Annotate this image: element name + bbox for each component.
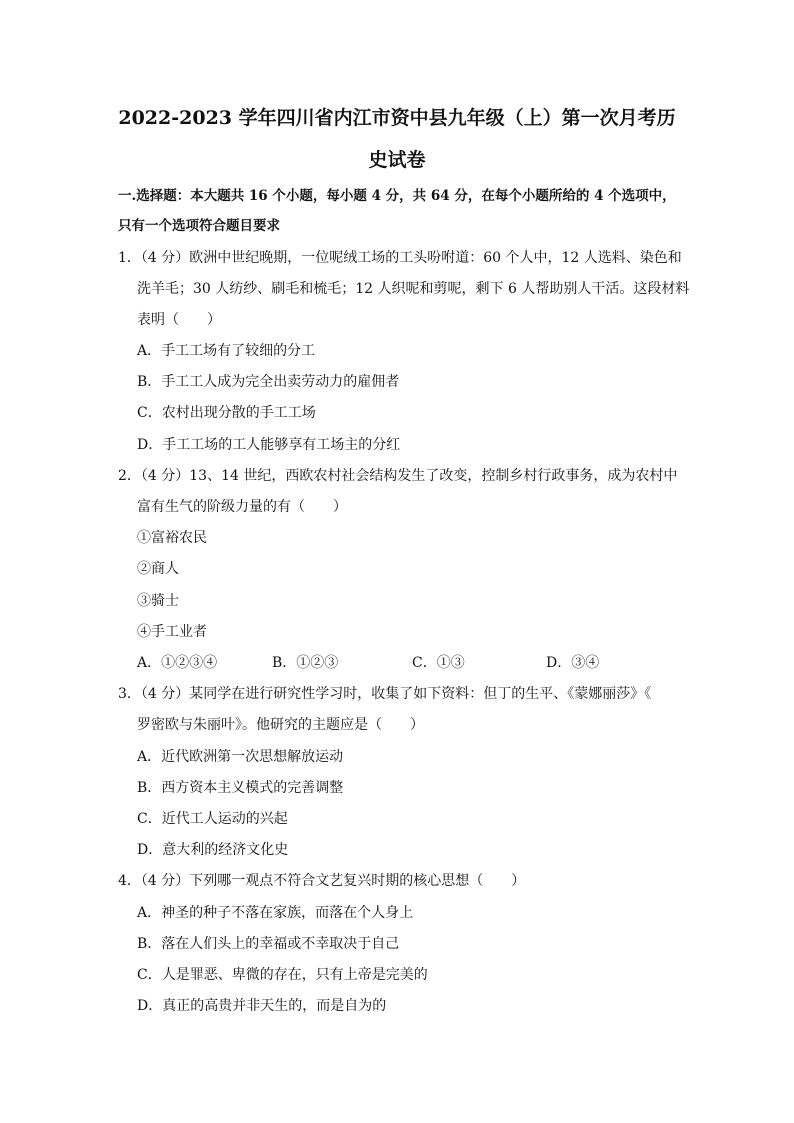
question-4-option-a[interactable]: A．神圣的种子不落在家族，而落在个人身上 bbox=[137, 905, 414, 921]
question-2-option-d[interactable]: D．③④ bbox=[546, 655, 600, 671]
section-heading-line-2: 只有一个选项符合题目要求 bbox=[118, 218, 280, 234]
question-4-option-c[interactable]: C．人是罪恶、卑微的存在，只有上帝是完美的 bbox=[137, 967, 428, 983]
question-1-option-c[interactable]: C．农村出现分散的手工工场 bbox=[137, 405, 316, 421]
exam-title-line-1: 2022-2023 学年四川省内江市资中县九年级（上）第一次月考历 bbox=[118, 107, 676, 129]
question-3-option-c[interactable]: C．近代工人运动的兴起 bbox=[137, 811, 288, 827]
question-1-stem-line-3: 表明（ ） bbox=[137, 312, 221, 328]
question-4-option-d[interactable]: D．真正的高贵并非天生的，而是自为的 bbox=[137, 998, 387, 1014]
question-2-item-2: ②商人 bbox=[137, 561, 179, 577]
question-2-option-a[interactable]: A．①②③④ bbox=[137, 655, 218, 671]
question-2-item-3: ③骑士 bbox=[137, 593, 179, 609]
question-2-stem-line-2: 富有生气的阶级力量的有（ ） bbox=[137, 499, 347, 515]
question-2-item-4: ④手工业者 bbox=[137, 624, 207, 640]
question-3-option-b[interactable]: B．西方资本主义模式的完善调整 bbox=[137, 780, 344, 796]
question-3-option-a[interactable]: A．近代欧洲第一次思想解放运动 bbox=[137, 749, 344, 765]
question-3-stem-line-1: 3．（4 分）某同学在进行研究性学习时，收集了如下资料：但丁的生平、《蒙娜丽莎》《 bbox=[118, 686, 652, 702]
question-2-option-b[interactable]: B．①②③ bbox=[272, 655, 339, 671]
section-heading-line-1: 一.选择题：本大题共 16 个小题，每小题 4 分，共 64 分，在每个小题所给的 4 个选项中， bbox=[118, 188, 676, 204]
question-1-option-a[interactable]: A．手工工场有了较细的分工 bbox=[137, 343, 316, 359]
question-1-stem-line-2: 洗羊毛；30 人纺纱、刷毛和梳毛；12 人织呢和剪呢，剩下 6 人帮助别人干活。这段材料 bbox=[137, 281, 690, 297]
question-3-option-d[interactable]: D．意大利的经济文化史 bbox=[137, 842, 289, 858]
question-2-options-row bbox=[137, 654, 617, 672]
question-3-stem-line-2: 罗密欧与朱丽叶》。他研究的主题应是（ ） bbox=[137, 717, 424, 733]
question-2-stem-line-1: 2．（4 分）13、14 世纪，西欧农村社会结构发生了改变，控制乡村行政事务，成为农村中 bbox=[118, 468, 678, 484]
question-2-item-1: ①富裕农民 bbox=[137, 530, 207, 546]
question-4-option-b[interactable]: B．落在人们头上的幸福或不幸取决于自己 bbox=[137, 936, 400, 952]
question-2-option-c[interactable]: C．①③ bbox=[412, 655, 465, 671]
question-1-option-d[interactable]: D．手工工场的工人能够享有工场主的分红 bbox=[137, 437, 401, 453]
question-4-stem-line-1: 4．（4 分）下列哪一观点不符合文艺复兴时期的核心思想（ ） bbox=[118, 873, 526, 889]
question-1-stem-line-1: 1．（4 分）欧洲中世纪晚期，一位呢绒工场的工头吩咐道：60 个人中，12 人选料、染色和 bbox=[118, 250, 682, 266]
question-1-option-b[interactable]: B．手工工人成为完全出卖劳动力的雇佣者 bbox=[137, 374, 400, 390]
exam-title-line-2: 史试卷 bbox=[368, 149, 426, 171]
